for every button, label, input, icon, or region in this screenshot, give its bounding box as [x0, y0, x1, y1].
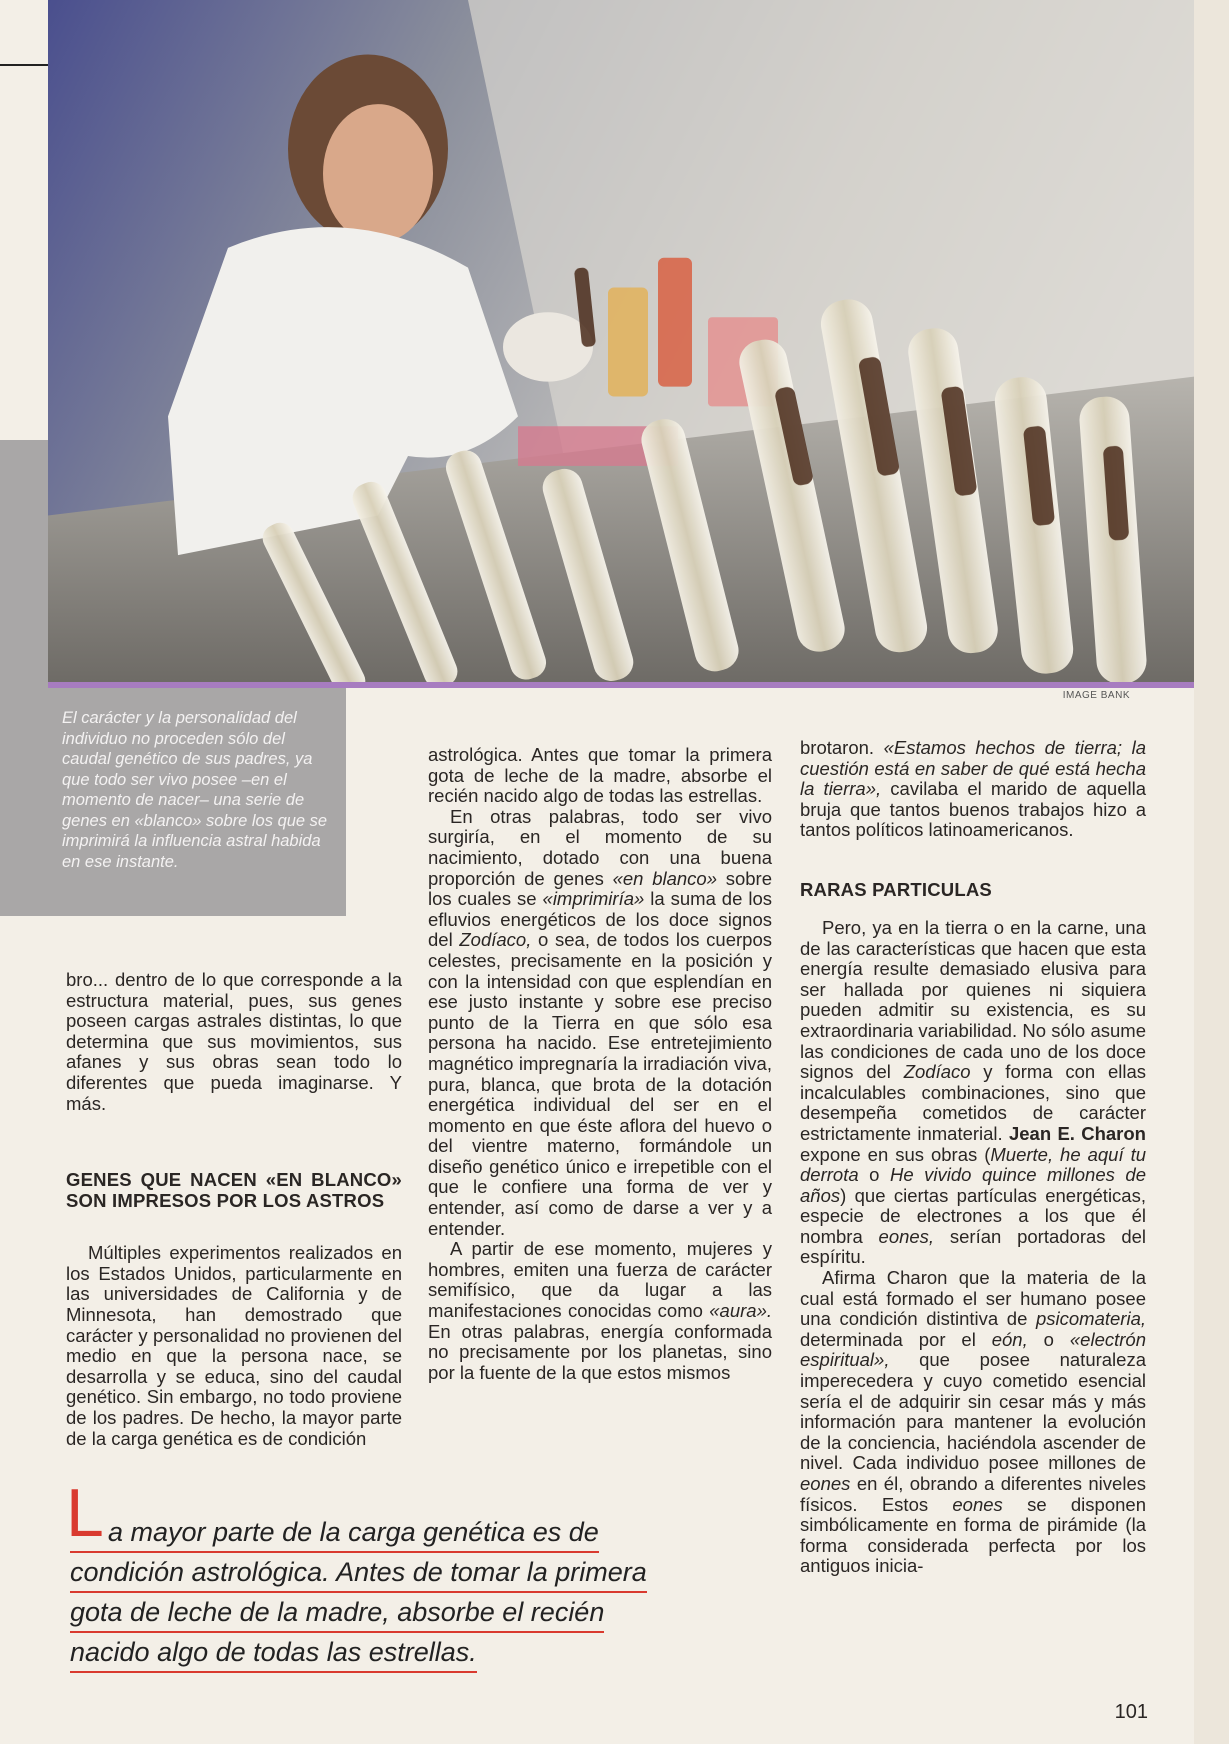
page-number: 101: [1114, 1701, 1148, 1723]
section-heading: RARAS PARTICULAS: [800, 878, 992, 900]
pull-quote-initial: L: [66, 1475, 104, 1551]
left-rule: [0, 64, 48, 66]
column-right: [800, 738, 1146, 1577]
paragraph: brotaron. «Estamos hechos de tierra; la cuestión está en saber de qué está hecha la tierra», cavilaba el marido de aquella bruja que tantos buenos trabajos hizo a tantos políticos latinoamericanos.: [800, 737, 1146, 841]
pull-quote-line: gota de leche de la madre, absorbe el recién: [70, 1593, 604, 1633]
paragraph: Afirma Charon que la materia de la cual está formado el ser humano posee una condición distintiva de psicomateria, determinada por el eón, o «electrón espiritual», que posee naturaleza imperecedera y cuyo cometido esencial sería el de adquirir sin cesar más y más información para mantener la evolución de la conciencia, haciéndola ascender de nivel. Cada individuo posee millones de eones en él, obrando a diferentes niveles físicos. Estos eones se disponen simbólicamente en forma de pirámide (la forma considerada perfecta por los antiguos inicia-: [800, 1267, 1146, 1577]
paragraph: Pero, ya en la tierra o en la carne, una de las características que hacen que esta energía resulte demasiado elusiva para ser hallada por quienes ni siquiera pueden admitir su existencia, es su extraordinaria variabilidad. No sólo asume las condiciones de cada uno de los doce signos del Zodíaco y forma con ellas incalculables combinaciones, sino que desempeña cometidos de carácter estrictamente inmaterial. Jean E. Charon expone en sus obras (Muerte, he aquí tu derrota o He vivido quince millones de años) que ciertas partículas energéticas, especie de electrones a los que él nombra eones, serían portadoras del espíritu.: [800, 916, 1147, 1268]
photo-credit: IMAGE BANK: [1062, 690, 1130, 701]
paragraph: astrológica. Antes que tomar la primera gota de leche de la madre, absorbe el recién nacido algo de todas las estrellas.: [428, 744, 772, 807]
paragraph: A partir de ese momento, mujeres y hombres, emiten una fuerza de carácter semifísico, que da lugar a las manifestaciones conocidas como «aura». En otras palabras, energía conformada no precisamente por los planetas, sino por la fuente de la que estos mismos: [428, 1238, 772, 1383]
paragraph: Múltiples experimentos realizados en los Estados Unidos, particularmente en las universidades de California y de Minnesota, han demostrado que carácter y personalidad no provienen del medio en que la persona nace, se desarrolla y se educa, sino del caudal genético. Sin embargo, no todo proviene de los padres. De hecho, la mayor parte de la carga genética es de condición: [66, 1242, 402, 1449]
lab-photo: [48, 0, 1194, 688]
pull-quote-line: a mayor parte de la carga genética es de: [70, 1513, 599, 1553]
paragraph: En otras palabras, todo ser vivo surgiría, en el momento de su nacimiento, dotado con una buena proporción de genes «en blanco» sobre los cuales se «imprimiría» la suma de los efluvios energéticos de los doce signos del Zodíaco, o sea, de todos los cuerpos celestes, precisamente en la posición y con la intensidad con que esplendían en ese justo instante y sobre ese preciso punto de la Tierra en que sólo esa persona ha nacido. Ese entretejimiento magnético impregnaría la irradiación viva, pura, blanca, que brota de la dotación energética individual del ser en el momento en que éste aflora del huevo o del vientre materno, formándole un diseño genético único e irrepetible con el que le confiere una forma de ver y entender, así como de darse a ver y a entender.: [428, 805, 773, 1239]
photo-caption: El carácter y la personalidad del individuo no proceden sólo del caudal genético de sus padres, ya que todo ser vivo posee –en el momento de nacer– una serie de genes en «blanco» sobre los que se imprimirá la influencia astral habida en ese instante.: [0, 688, 346, 916]
lab-photo-illustration: [48, 0, 1194, 682]
page-edge: [1194, 0, 1229, 1744]
section-heading: GENES QUE NACEN «EN BLANCO» SON IMPRESOS POR LOS ASTROS: [66, 1169, 402, 1212]
pull-quote: [66, 1475, 750, 1673]
pull-quote-line: condición astrológica. Antes de tomar la primera: [70, 1553, 647, 1593]
column-left: [66, 970, 402, 1449]
column-middle: [428, 745, 772, 1383]
pull-quote-line: nacido algo de todas las estrellas.: [70, 1633, 477, 1673]
paragraph: bro... dentro de lo que corresponde a la estructura material, pues, sus genes poseen cargas astrales distintas, lo que determina que sus movimientos, sus afanes y sus obras sean todo lo diferentes que pueda imaginarse. Y más.: [66, 969, 402, 1114]
